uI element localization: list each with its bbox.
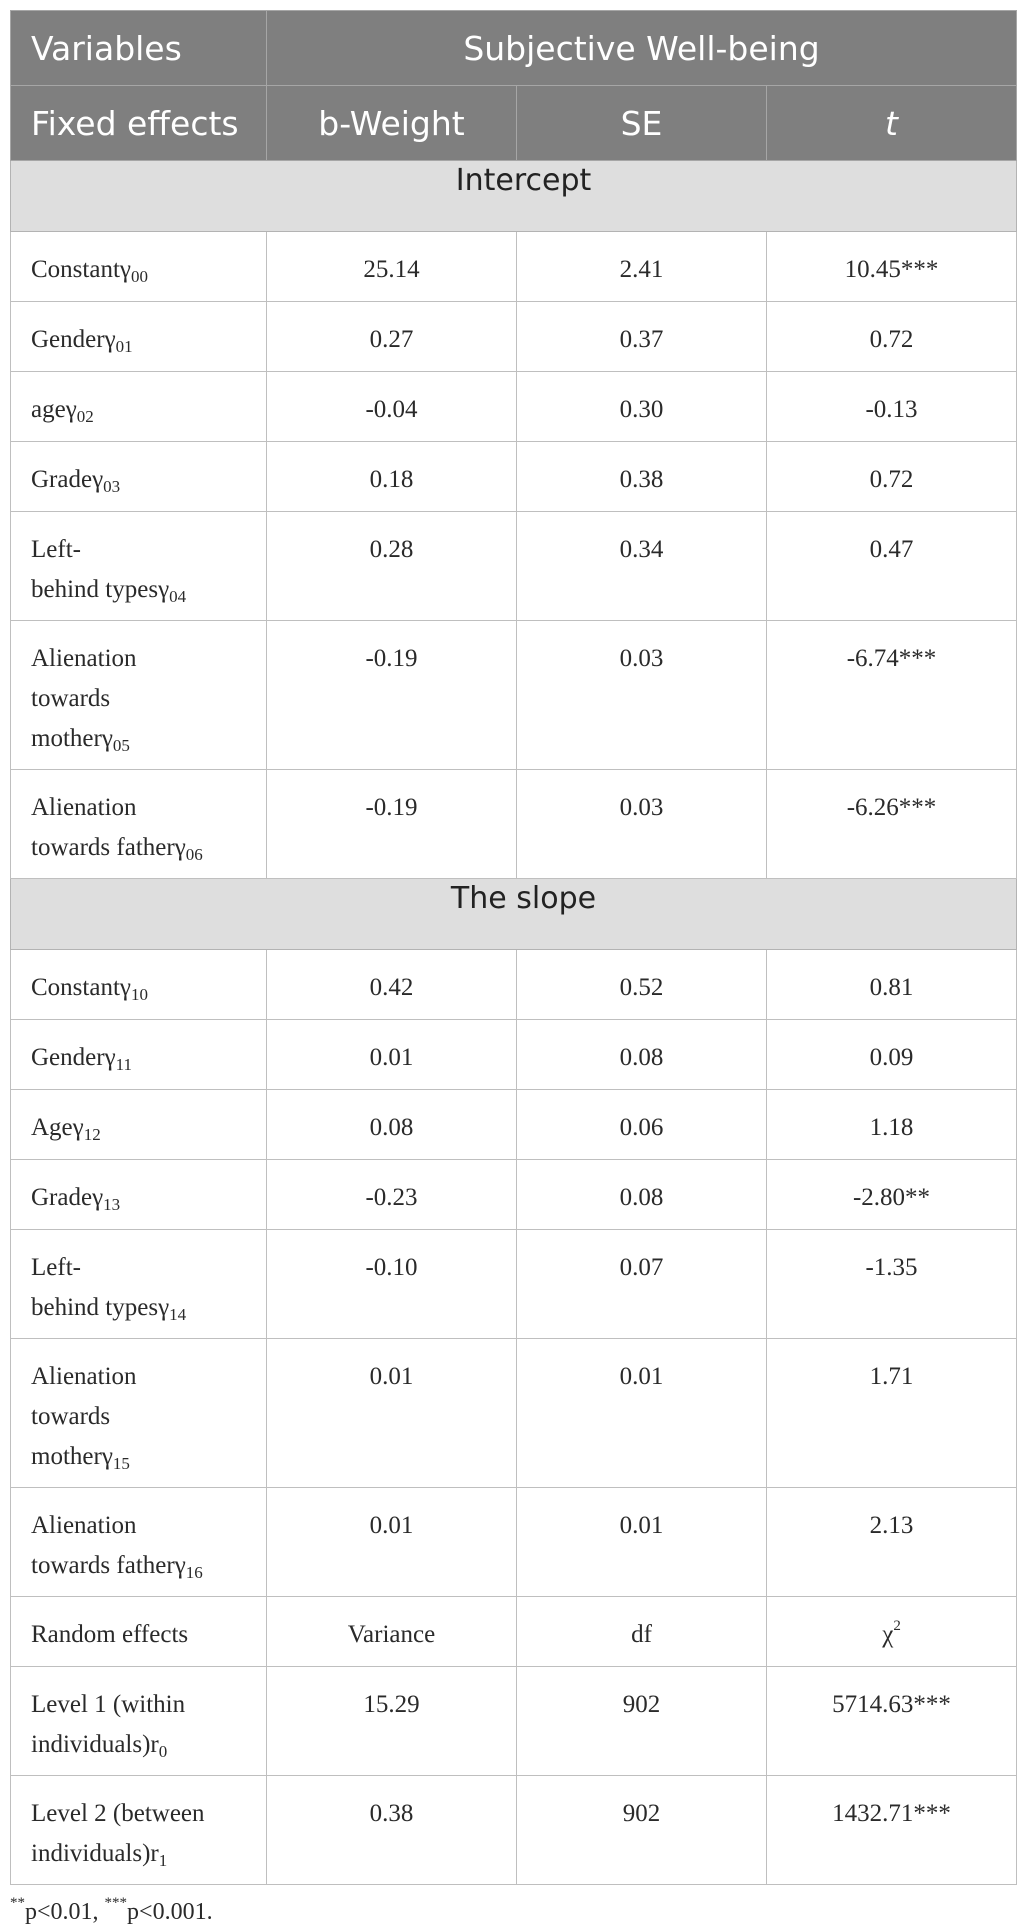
cell-b: -0.19 — [267, 621, 517, 770]
header-se: SE — [517, 86, 767, 161]
row-label: Genderγ$_{01}$ — [11, 302, 267, 372]
table-row — [11, 621, 1017, 770]
cell-se: 2.41 — [517, 232, 767, 302]
row-label: Alienation towards motherγ$_{05}$ — [11, 621, 267, 770]
cell-b: -0.04 — [267, 372, 517, 442]
row-label: Alienation towards motherγ$_{15}$ — [11, 1339, 267, 1488]
row-label: Alienation towards fatherγ$_{06}$ — [11, 770, 267, 879]
row-label: Ageγ$_{12}$ — [11, 1090, 267, 1160]
cell-t: 2.13 — [767, 1488, 1017, 1597]
cell-b: 0.01 — [267, 1020, 517, 1090]
row-label: Constantγ$_{00}$ — [11, 232, 267, 302]
header-t: t — [767, 86, 1017, 161]
cell-b: 0.18 — [267, 442, 517, 512]
cell-se: 0.03 — [517, 770, 767, 879]
table-container — [10, 10, 1016, 1926]
row-label: Constantγ$_{10}$ — [11, 950, 267, 1020]
cell-b: 25.14 — [267, 232, 517, 302]
table-row — [11, 512, 1017, 621]
table-row — [11, 1488, 1017, 1597]
cell-t: 0.81 — [767, 950, 1017, 1020]
header-subjective-well-being: Subjective Well-being — [267, 11, 1017, 86]
cell-b: -0.10 — [267, 1230, 517, 1339]
cell-chi2: 5714.63*** — [767, 1667, 1017, 1776]
table-footnote: **p<0.01, ***p<0.001. — [10, 1895, 213, 1925]
cell-t: -6.26*** — [767, 770, 1017, 879]
cell-b: 0.08 — [267, 1090, 517, 1160]
cell-se: 0.08 — [517, 1020, 767, 1090]
table-row — [11, 1090, 1017, 1160]
cell-t: -2.80** — [767, 1160, 1017, 1230]
header-chi-square: $\chi^2$ — [767, 1597, 1017, 1667]
cell-b: 0.42 — [267, 950, 517, 1020]
cell-t: -0.13 — [767, 372, 1017, 442]
cell-t: -6.74*** — [767, 621, 1017, 770]
cell-variance: 0.38 — [267, 1776, 517, 1885]
random-effects-header-row — [11, 1597, 1017, 1667]
header-row-1 — [11, 11, 1017, 86]
table-row — [11, 1020, 1017, 1090]
cell-t: 10.45*** — [767, 232, 1017, 302]
row-label: Gradeγ$_{03}$ — [11, 442, 267, 512]
cell-b: 0.27 — [267, 302, 517, 372]
row-label: Left- behind typesγ$_{14}$ — [11, 1230, 267, 1339]
section-title: Intercept — [11, 161, 1017, 232]
random-effects-label: Random effects — [11, 1597, 267, 1667]
cell-t: 0.47 — [767, 512, 1017, 621]
section-title: The slope — [11, 879, 1017, 950]
cell-b: -0.19 — [267, 770, 517, 879]
table-body — [11, 161, 1017, 1885]
section-row-intercept — [11, 161, 1017, 232]
row-label: Level 1 (within $individuals)r_0$ — [11, 1667, 267, 1776]
table-row — [11, 442, 1017, 512]
table-row — [11, 372, 1017, 442]
row-label: ageγ$_{02}$ — [11, 372, 267, 442]
table-row — [11, 1776, 1017, 1885]
cell-t: -1.35 — [767, 1230, 1017, 1339]
header-row-2 — [11, 86, 1017, 161]
cell-se: 0.06 — [517, 1090, 767, 1160]
table-row — [11, 950, 1017, 1020]
cell-t: 1.18 — [767, 1090, 1017, 1160]
table-row — [11, 302, 1017, 372]
row-label: Gradeγ$_{13}$ — [11, 1160, 267, 1230]
table-row — [11, 1339, 1017, 1488]
cell-se: 0.01 — [517, 1488, 767, 1597]
row-label: Genderγ$_{11}$ — [11, 1020, 267, 1090]
cell-b: 0.28 — [267, 512, 517, 621]
cell-se: 0.52 — [517, 950, 767, 1020]
cell-b: -0.23 — [267, 1160, 517, 1230]
cell-se: 0.01 — [517, 1339, 767, 1488]
cell-se: 0.38 — [517, 442, 767, 512]
cell-chi2: 1432.71*** — [767, 1776, 1017, 1885]
table-row — [11, 1230, 1017, 1339]
cell-se: 0.34 — [517, 512, 767, 621]
cell-se: 0.03 — [517, 621, 767, 770]
results-table — [10, 10, 1017, 1885]
header-variables: Variables — [11, 11, 267, 86]
cell-se: 0.37 — [517, 302, 767, 372]
row-label: Left- behind typesγ$_{04}$ — [11, 512, 267, 621]
cell-se: 0.30 — [517, 372, 767, 442]
row-label: Alienation towards fatherγ$_{16}$ — [11, 1488, 267, 1597]
cell-b: 0.01 — [267, 1339, 517, 1488]
table-row — [11, 770, 1017, 879]
header-df: df — [517, 1597, 767, 1667]
table-row — [11, 1160, 1017, 1230]
cell-t: 0.09 — [767, 1020, 1017, 1090]
cell-b: 0.01 — [267, 1488, 517, 1597]
cell-variance: 15.29 — [267, 1667, 517, 1776]
cell-df: 902 — [517, 1776, 767, 1885]
header-variance: Variance — [267, 1597, 517, 1667]
section-row-slope — [11, 879, 1017, 950]
table-row — [11, 1667, 1017, 1776]
cell-t: 0.72 — [767, 442, 1017, 512]
cell-df: 902 — [517, 1667, 767, 1776]
cell-t: 1.71 — [767, 1339, 1017, 1488]
header-fixed-effects: Fixed effects — [11, 86, 267, 161]
row-label: Level 2 (between $individuals)r_1$ — [11, 1776, 267, 1885]
cell-se: 0.07 — [517, 1230, 767, 1339]
cell-t: 0.72 — [767, 302, 1017, 372]
header-b-weight: b-Weight — [267, 86, 517, 161]
table-row — [11, 232, 1017, 302]
cell-se: 0.08 — [517, 1160, 767, 1230]
